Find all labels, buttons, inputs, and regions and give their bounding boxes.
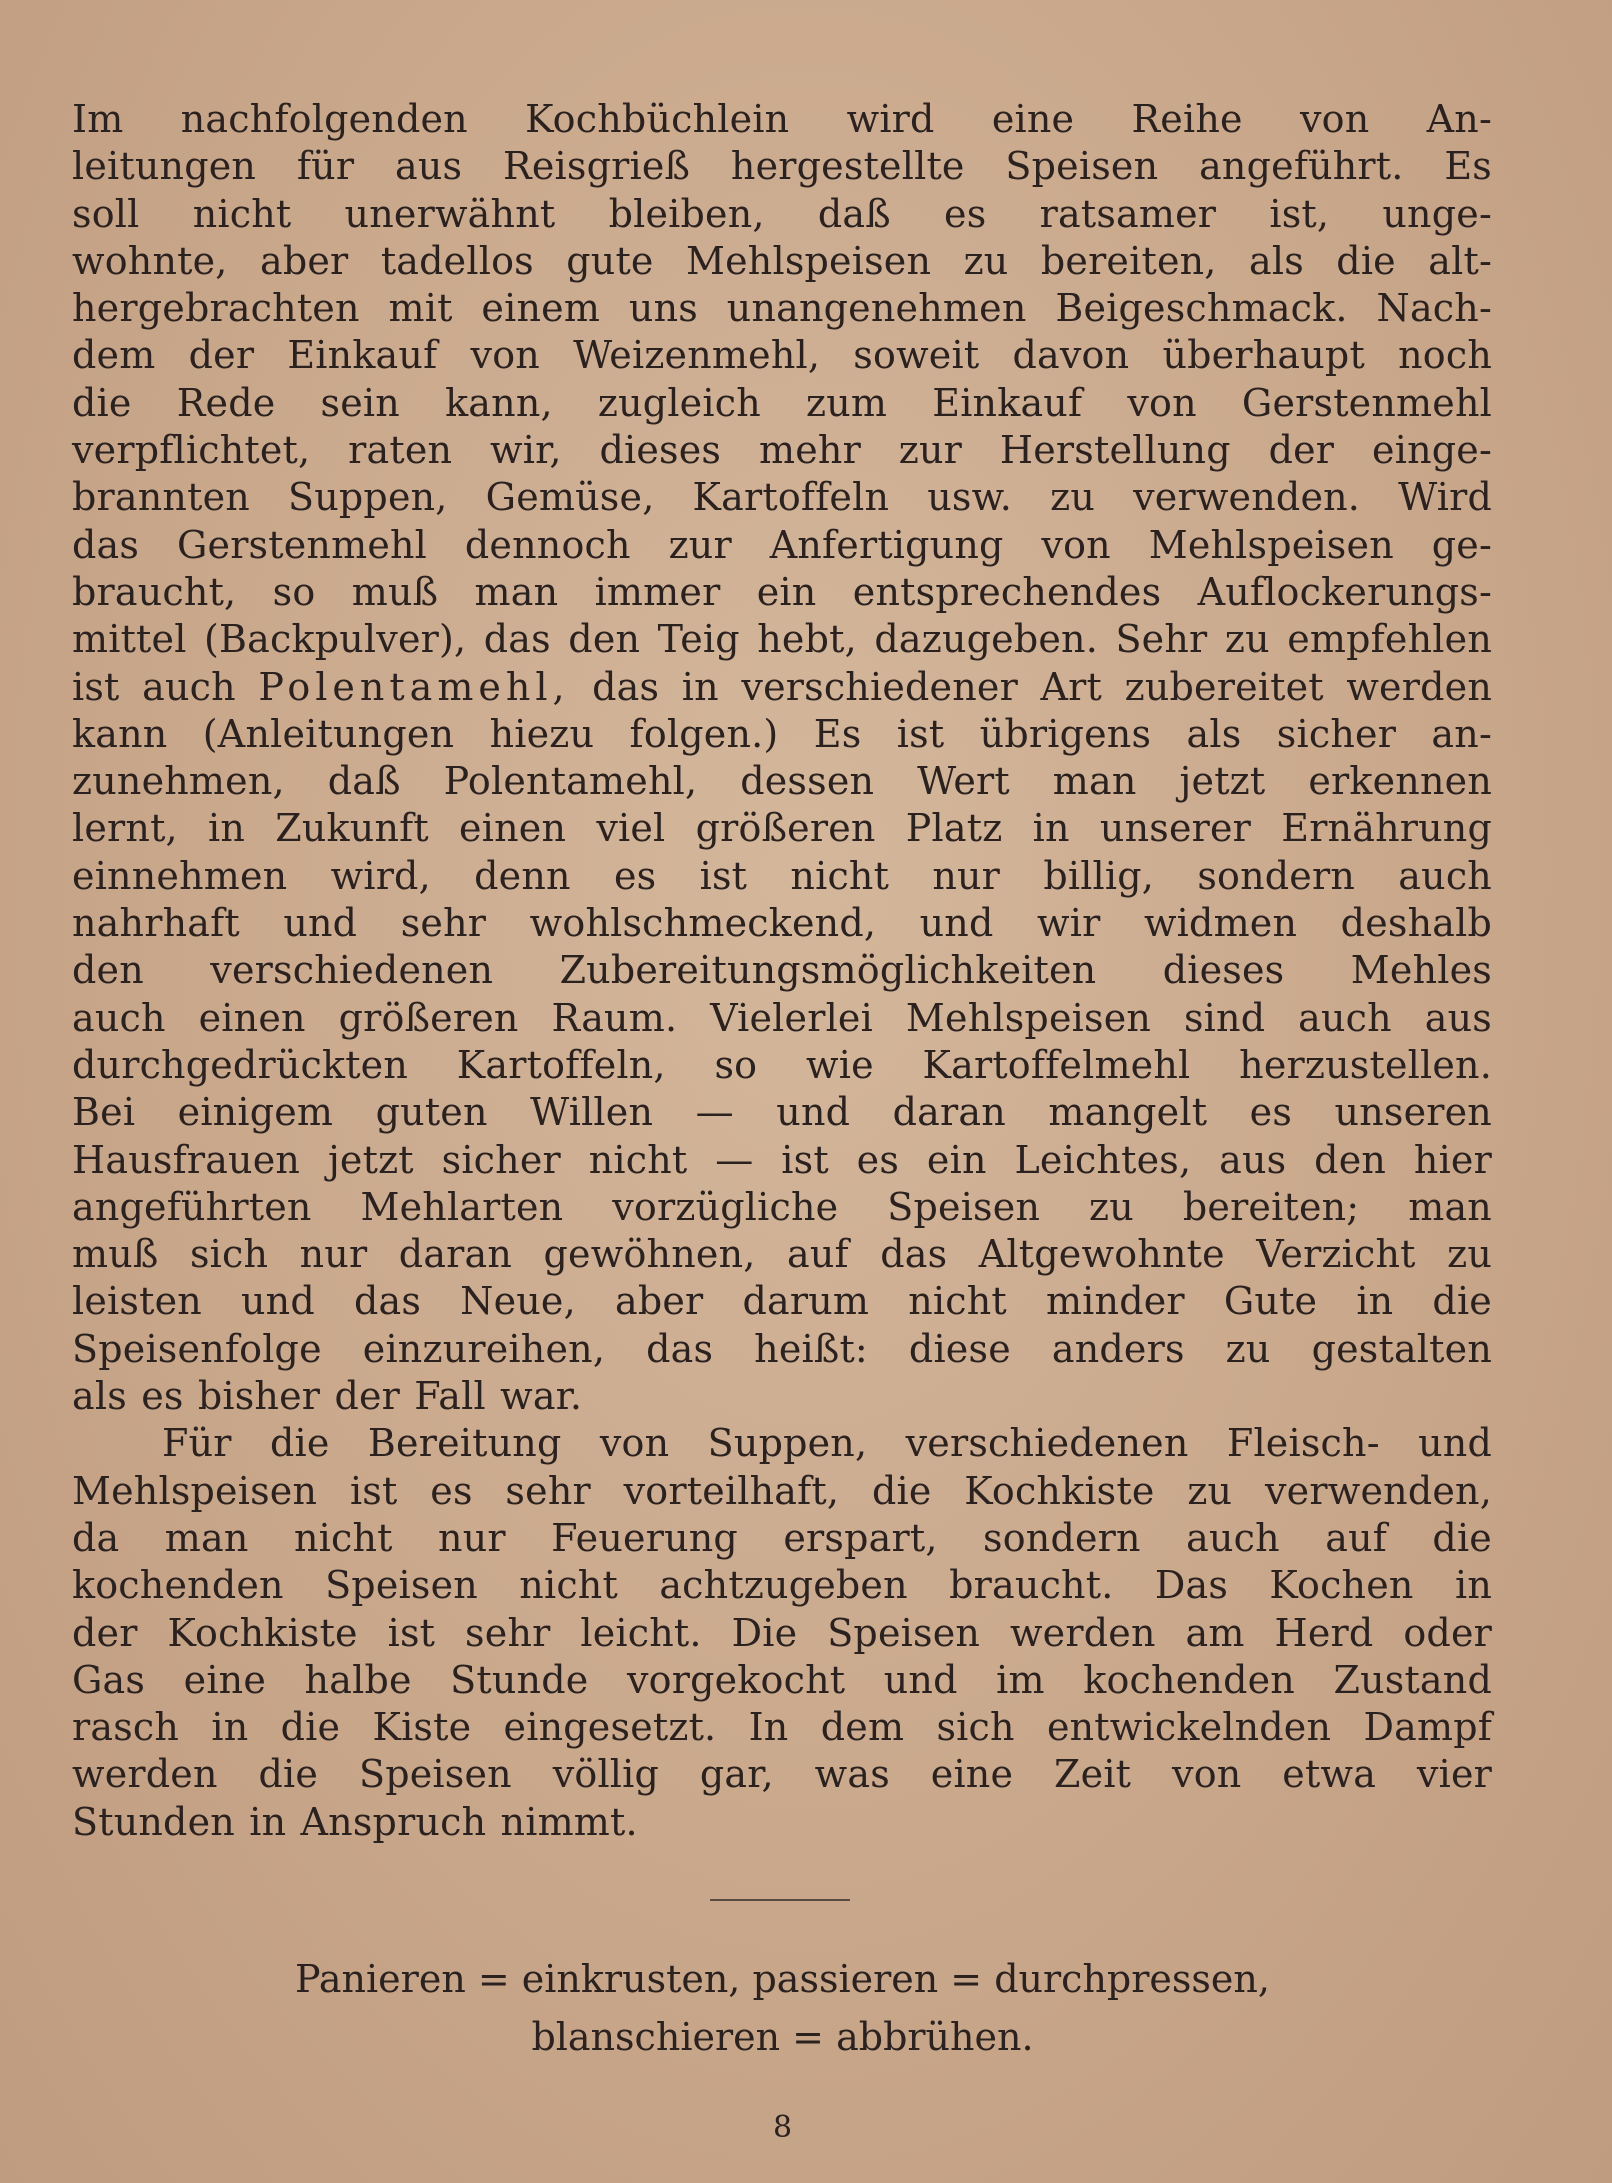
text-line: leisten und das Neue, aber darum nicht minder Gute in die: [72, 1279, 1492, 1324]
text-line: rasch in die Kiste eingesetzt. In dem sich entwickelnden Dampf: [72, 1705, 1492, 1750]
glossary-line-2: blanschieren = abbrühen.: [531, 2015, 1034, 2059]
page-number: 8: [772, 2110, 793, 2145]
text-line: kann (Anleitungen hiezu folgen.) Es ist übrigens als sicher an-: [72, 711, 1492, 756]
text-line: der Kochkiste ist sehr leicht. Die Speisen werden am Herd oder: [72, 1610, 1492, 1655]
text-line: da man nicht nur Feuerung erspart, sondern auch auf die: [72, 1515, 1492, 1560]
text-line: Speisenfolge einzureihen, das heißt: diese anders zu gestalten: [72, 1326, 1492, 1371]
text-line: als es bisher der Fall war.: [72, 1374, 583, 1419]
glossary-footnote: [0, 1950, 1565, 2066]
line-prefix: ist auch: [72, 664, 236, 709]
glossary-line-1: Panieren = einkrusten, passieren = durchpressen,: [295, 1957, 1270, 2001]
text-line: kochenden Speisen nicht achtzugeben braucht. Das Kochen in: [72, 1563, 1492, 1608]
text-line: nahrhaft und sehr wohlschmeckend, und wir widmen deshalb: [72, 901, 1492, 946]
text-line: Mehlspeisen ist es sehr vorteilhaft, die Kochkiste zu verwenden,: [72, 1468, 1492, 1513]
text-line: hergebrachten mit einem uns unangenehmen Beigeschmack. Nach-: [72, 286, 1492, 331]
text-line: das Gerstenmehl dennoch zur Anfertigung von Mehlspeisen ge-: [72, 522, 1492, 567]
text-line: mittel (Backpulver), das den Teig hebt, dazugeben. Sehr zu empfehlen: [72, 617, 1492, 662]
text-line: brannten Suppen, Gemüse, Kartoffeln usw. zu verwenden. Wird: [72, 475, 1492, 520]
text-line: einnehmen wird, denn es ist nicht nur billig, sondern auch: [72, 853, 1492, 898]
text-line: die Rede sein kann, zugleich zum Einkauf von Gerstenmehl: [72, 380, 1492, 425]
text-line: werden die Speisen völlig gar, was eine Zeit von etwa vier: [72, 1752, 1492, 1797]
spaced-term-polentamehl: Polentamehl,: [258, 664, 570, 709]
text-line: Im nachfolgenden Kochbüchlein wird eine Reihe von An-: [72, 97, 1492, 141]
paragraph-intro: [72, 96, 1492, 1420]
text-line: lernt, in Zukunft einen viel größeren Platz in unserer Ernährung: [72, 806, 1492, 851]
text-line: dem der Einkauf von Weizenmehl, soweit davon überhaupt noch: [72, 333, 1492, 378]
text-line: wohnte, aber tadellos gute Mehlspeisen zu bereiten, als die alt-: [72, 238, 1492, 283]
paragraph-kochkiste: [72, 1420, 1492, 1846]
section-divider: [710, 1899, 850, 1901]
text-line: durchgedrückten Kartoffeln, so wie Kartoffelmehl herzustellen.: [72, 1042, 1492, 1087]
text-line: braucht, so muß man immer ein entsprechendes Auflockerungs-: [72, 569, 1492, 614]
text-line: Gas eine halbe Stunde vorgekocht und im kochenden Zustand: [72, 1657, 1492, 1702]
text-line: soll nicht unerwähnt bleiben, daß es ratsamer ist, unge-: [72, 191, 1492, 236]
text-line: Bei einigem guten Willen — und daran mangelt es unseren: [72, 1090, 1492, 1135]
text-line: verpflichtet, raten wir, dieses mehr zur Herstellung der einge-: [72, 428, 1492, 473]
text-line: auch einen größeren Raum. Vielerlei Mehlspeisen sind auch aus: [72, 995, 1492, 1040]
text-line: Hausfrauen jetzt sicher nicht — ist es ein Leichtes, aus den hier: [72, 1137, 1492, 1182]
text-line: Stunden in Anspruch nimmt.: [72, 1799, 638, 1844]
line-suffix: das in verschiedener Art zubereitet werden: [592, 664, 1492, 709]
text-line: Für die Bereitung von Suppen, verschiedenen Fleisch- und: [162, 1421, 1492, 1466]
text-line: leitungen für aus Reisgrieß hergestellte Speisen angeführt. Es: [72, 144, 1492, 189]
text-line: den verschiedenen Zubereitungsmöglichkeiten dieses Mehles: [72, 948, 1492, 993]
page-body: [72, 96, 1492, 1846]
text-line: muß sich nur daran gewöhnen, auf das Altgewohnte Verzicht zu: [72, 1232, 1492, 1277]
text-line: zunehmen, daß Polentamehl, dessen Wert man jetzt erkennen: [72, 759, 1492, 804]
text-line-polentamehl: [72, 664, 1492, 711]
text-line: angeführten Mehlarten vorzügliche Speisen zu bereiten; man: [72, 1184, 1492, 1229]
